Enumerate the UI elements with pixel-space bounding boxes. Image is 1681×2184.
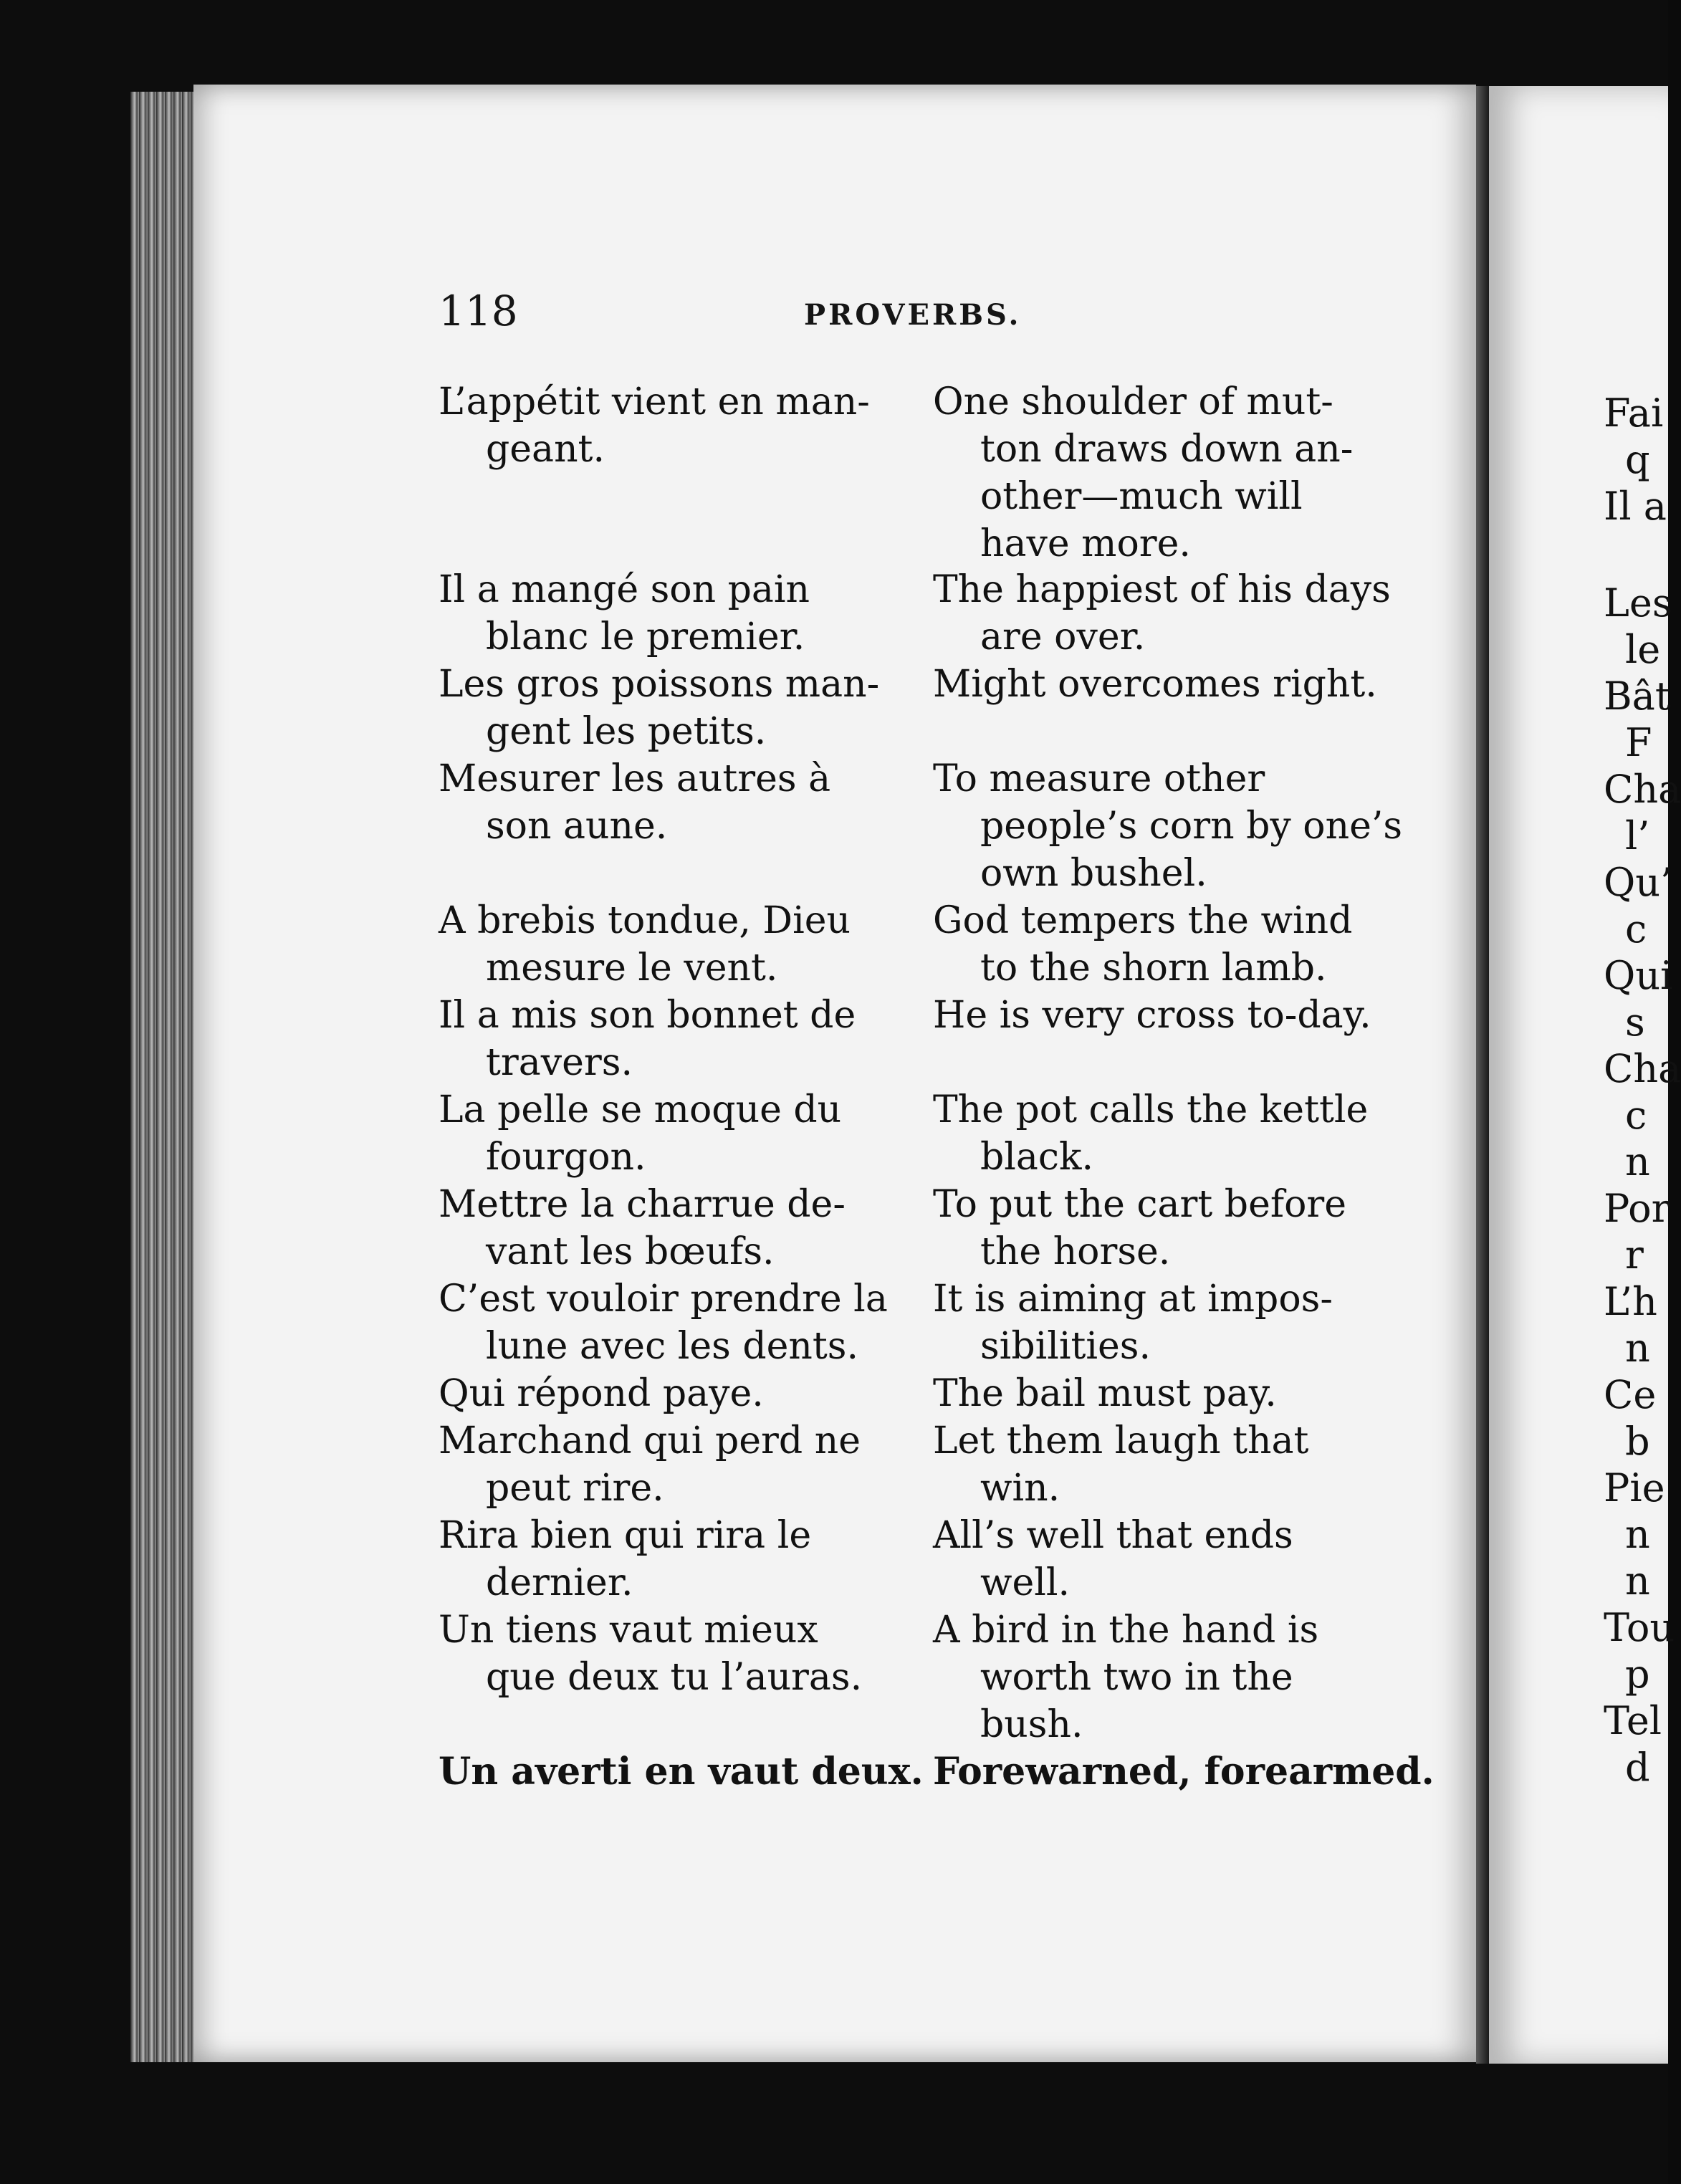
text-line: L’appétit vient en man- — [439, 380, 870, 423]
text-line: worth two in the — [980, 1656, 1293, 1699]
text-line: A brebis tondue, Dieu — [439, 899, 851, 942]
facing-fragment: c — [1625, 906, 1647, 952]
text-line: have more. — [980, 522, 1191, 565]
text-line: Qui répond paye. — [439, 1372, 764, 1415]
text-line: Let them laugh that — [933, 1419, 1309, 1462]
text-line: gent les petits. — [486, 710, 767, 753]
facing-fragment: L’h — [1604, 1279, 1657, 1324]
text-line: To measure other — [933, 757, 1265, 800]
facing-fragment: p — [1625, 1652, 1650, 1697]
facing-fragment: le — [1625, 627, 1661, 672]
book-gutter — [1476, 86, 1489, 2064]
proverb-english — [933, 378, 1384, 567]
text-line: ton draws down an- — [980, 428, 1354, 471]
facing-fragment: n — [1625, 1326, 1650, 1371]
text-line: Un averti en vaut deux. — [439, 1750, 924, 1793]
proverb-french — [439, 566, 890, 661]
page-number: 118 — [439, 287, 518, 335]
proverb-french — [439, 1370, 890, 1417]
text-line: blanc le premier. — [486, 616, 805, 658]
text-line: All’s well that ends — [933, 1514, 1293, 1557]
text-line: win. — [980, 1467, 1060, 1510]
page-header — [439, 287, 1413, 344]
proverb-french — [439, 897, 890, 992]
proverb-english — [933, 661, 1384, 708]
text-line: bush. — [980, 1703, 1083, 1746]
text-line: Rira bien qui rira le — [439, 1514, 812, 1557]
text-line: He is very cross to-day. — [933, 994, 1371, 1037]
proverb-french — [439, 1181, 890, 1275]
text-line: lune avec les dents. — [486, 1325, 858, 1368]
text-line: It is aiming at impos- — [933, 1278, 1333, 1321]
text-line: The pot calls the kettle — [933, 1088, 1369, 1131]
facing-fragment: F — [1625, 720, 1652, 765]
proverb-french — [439, 992, 890, 1086]
text-line: C’est vouloir prendre la — [439, 1278, 888, 1321]
proverb-french — [439, 1275, 890, 1370]
proverb-english — [933, 1417, 1384, 1512]
text-line: are over. — [980, 616, 1146, 658]
text-line: son aune. — [486, 805, 668, 848]
facing-fragment: Fai — [1604, 391, 1664, 436]
proverb-english — [933, 1181, 1384, 1275]
text-line: people’s corn by one’s — [980, 805, 1403, 848]
text-line: The bail must pay. — [933, 1372, 1277, 1415]
text-line: Un tiens vaut mieux — [439, 1609, 818, 1652]
proverb-french — [439, 755, 890, 850]
text-line: que deux tu l’auras. — [486, 1656, 863, 1699]
proverb-english — [933, 1275, 1384, 1370]
facing-fragment: c — [1625, 1093, 1647, 1138]
text-line: mesure le vent. — [486, 947, 778, 990]
text-line: to the shorn lamb. — [980, 947, 1327, 990]
text-line: peut rire. — [486, 1467, 664, 1510]
running-title: PROVERBS. — [804, 298, 1022, 332]
text-line: Mettre la charrue de- — [439, 1183, 846, 1226]
facing-fragment: n — [1625, 1558, 1650, 1604]
page-stack-edge — [130, 92, 202, 2062]
proverb-english — [933, 566, 1391, 661]
facing-page-edge — [1489, 86, 1681, 2064]
text-line: Forewarned, forearmed. — [933, 1750, 1435, 1793]
facing-fragment: Tel — [1604, 1698, 1662, 1743]
facing-fragment: q — [1625, 437, 1650, 482]
text-line: travers. — [486, 1041, 633, 1084]
text-line: vant les bœufs. — [486, 1230, 775, 1273]
facing-fragment: Ce — [1604, 1372, 1657, 1417]
facing-fragment: Il a — [1604, 484, 1667, 529]
facing-fragment: l’ — [1625, 813, 1650, 858]
facing-fragment: Cha — [1604, 767, 1681, 812]
text-line: sibilities. — [980, 1325, 1151, 1368]
text-line: God tempers the wind — [933, 899, 1353, 942]
proverb-french — [439, 1086, 890, 1181]
text-line: dernier. — [486, 1561, 633, 1604]
proverb-english — [933, 1606, 1384, 1748]
facing-fragment: b — [1625, 1419, 1650, 1464]
text-line: geant. — [486, 428, 605, 471]
facing-fragment: s — [1625, 1000, 1645, 1045]
text-line: Mesurer les autres à — [439, 757, 831, 800]
facing-fragment: Les — [1604, 580, 1672, 626]
text-line: well. — [980, 1561, 1071, 1604]
text-line: own bushel. — [980, 852, 1207, 895]
proverb-english — [933, 1086, 1384, 1181]
facing-fragment: Bât — [1604, 674, 1671, 719]
facing-fragment: Qu’ — [1604, 860, 1673, 905]
proverb-english — [933, 755, 1403, 897]
proverb-french — [439, 1606, 890, 1701]
proverb-french — [439, 1512, 890, 1606]
text-line: Il a mis son bonnet de — [439, 994, 856, 1037]
text-line: One shoulder of mut- — [933, 380, 1333, 423]
text-line: black. — [980, 1136, 1094, 1179]
facing-fragment: Qui — [1604, 953, 1673, 998]
facing-fragment: Cha — [1604, 1046, 1681, 1091]
text-line: To put the cart before — [933, 1183, 1347, 1226]
facing-fragment: Por — [1604, 1186, 1670, 1231]
facing-fragment: d — [1625, 1745, 1650, 1790]
text-line: La pelle se moque du — [439, 1088, 842, 1131]
facing-fragment: Pie — [1604, 1465, 1665, 1510]
proverb-english — [933, 1512, 1384, 1606]
text-line: A bird in the hand is — [933, 1609, 1319, 1652]
text-line: Might overcomes right. — [933, 663, 1377, 706]
proverb-english — [933, 1370, 1384, 1417]
text-line: the horse. — [980, 1230, 1171, 1273]
text-line: Il a mangé son pain — [439, 568, 810, 611]
text-line: The happiest of his days — [933, 568, 1391, 611]
text-line: other—much will — [980, 475, 1303, 518]
proverb-english — [933, 897, 1384, 992]
facing-fragment: Tou — [1604, 1605, 1675, 1650]
proverb-french — [439, 661, 890, 755]
facing-fragment: n — [1625, 1139, 1650, 1184]
facing-fragment: r — [1625, 1232, 1644, 1278]
text-line: Marchand qui perd ne — [439, 1419, 861, 1462]
proverb-english — [933, 992, 1384, 1039]
text-line: Les gros poissons man- — [439, 663, 880, 706]
text-line: fourgon. — [486, 1136, 646, 1179]
facing-fragment: n — [1625, 1512, 1650, 1557]
proverb-french — [439, 1748, 924, 1796]
proverb-english — [933, 1748, 1435, 1796]
proverb-french — [439, 1417, 890, 1512]
proverb-french — [439, 378, 890, 473]
